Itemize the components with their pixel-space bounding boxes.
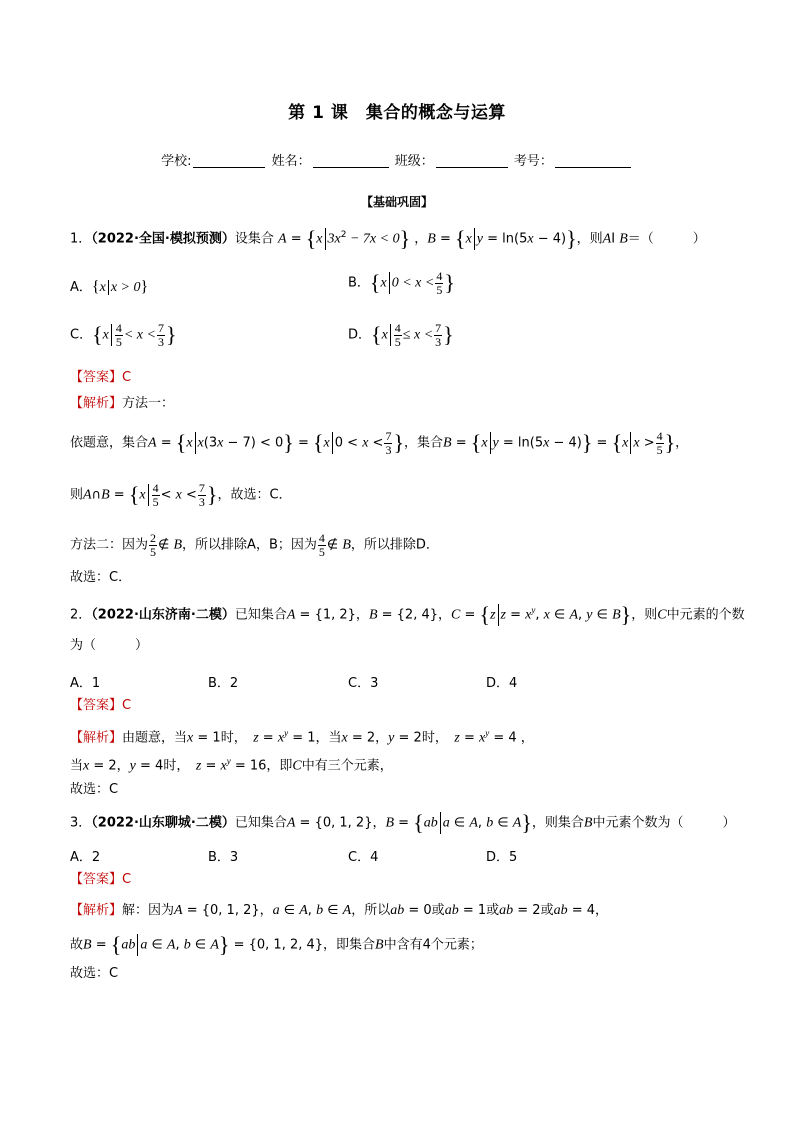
page-title: 第 1 课 集合的概念与运算	[288, 103, 506, 123]
q3-option-b[interactable]: B．3	[208, 850, 239, 865]
school-label: 学校:	[161, 154, 192, 169]
q2-option-a[interactable]: A．1	[70, 676, 101, 691]
q1-option-a[interactable]: A．{x x > 0}	[70, 278, 149, 296]
q2-answer: 【答案】C	[70, 698, 132, 713]
q2-option-d[interactable]: D．4	[486, 676, 518, 691]
student-info	[0, 150, 794, 169]
q3-stem: 3．（2022·山东聊城·二模）已知集合A = {0, 1, 2}，B = {ab a ∈ A, b ∈ A}，则集合B中元素个数为（ ）	[70, 810, 736, 835]
q3-answer: 【答案】C	[70, 872, 132, 887]
q1-source: （2022·全国·模拟预测）	[91, 231, 235, 247]
name-field[interactable]	[313, 153, 389, 168]
q1-answer: 【答案】C	[70, 370, 132, 385]
q2-option-b[interactable]: B．2	[208, 676, 239, 691]
q2-stem: 2．（2022·山东济南·二模）已知集合A = {1, 2}，B = {2, 4}，C = {z $z = x^y$, x ∈ A, y ∈ B}，则C中元素的个数	[70, 602, 745, 627]
q3-analysis-line1: 【解析】解：因为A = {0, 1, 2}，a ∈ A, b ∈ A，所以ab = 0或ab = 1或ab = 2或ab = 4，	[70, 903, 609, 918]
q2-option-c[interactable]: C．3	[348, 676, 379, 691]
q1-option-c[interactable]: C．{x $\frac{4}{5}$ < x < $\frac{7}{3}$ }	[70, 321, 177, 349]
q2-source: （2022·山东济南·二模）	[91, 607, 235, 623]
q3-option-d[interactable]: D．5	[486, 850, 518, 865]
section-heading: 【基础巩固】	[360, 195, 433, 209]
q1-option-b[interactable]: B．{x 0 < x < $\frac{4}{5}$ }	[348, 269, 455, 297]
q1-conclusion: 故选：C．	[70, 570, 132, 585]
q2-analysis-line2: 当x = 2，y = 4时， $z = x^y = 16$，即C中有三个元素，	[70, 756, 393, 774]
q1-analysis-line2: 则A∩B = {x $\frac{4}{5}$ < x < $\frac{7}{3}$ }，故选：C．	[70, 481, 292, 509]
q3-option-a[interactable]: A．2	[70, 850, 101, 865]
q3-option-c[interactable]: C．4	[348, 850, 379, 865]
number-label: 考号：	[513, 154, 553, 169]
q1-method2: 方法二：因为 $\frac{2}{5}$ ∉ B，所以排除A，B；因为 $\frac{4}{5}$ ∉ B，所以排除D．	[70, 531, 439, 559]
q1-analysis-label: 【解析】方法一：	[70, 396, 175, 411]
q2-conclusion: 故选：C	[70, 782, 119, 797]
q3-conclusion: 故选：C	[70, 966, 119, 981]
q1-stem: 1．（2022·全国·模拟预测）设集合 A = {x $3x^2 - 7x < 0$} ，B = {x y = ln(5x − 4)}，则AI B＝（ ）	[70, 226, 706, 251]
q3-source: （2022·山东聊城·二模）	[91, 815, 235, 831]
class-field[interactable]	[436, 153, 508, 168]
q1-option-d[interactable]: D．{x $\frac{4}{5}$ ≤ x < $\frac{7}{3}$ }	[348, 321, 454, 349]
q3-analysis-line2: 故B = {ab a ∈ A, b ∈ A} = {0, 1, 2, 4}，即集合B中含有4个元素；	[70, 932, 483, 957]
name-label: 姓名：	[271, 154, 311, 169]
school-field[interactable]	[193, 153, 265, 168]
q1-analysis-line1: 依题意，集合A = {x x(3x − 7) < 0} = {x 0 < x < $\frac{7}{3}$ }，集合B = {x y = ln(5x − 4)} = {x x > $\frac{4}{5}$ }，	[70, 429, 689, 457]
number-field[interactable]	[555, 153, 631, 168]
q2-stem-cont: 为（ ）	[70, 638, 149, 653]
q2-analysis-line1: 【解析】由题意，当x = 1时， $z = x^y = 1$，当x = 2，y = 2时， $z = x^y = 4$ ，	[70, 728, 534, 746]
class-label: 班级：	[394, 154, 434, 169]
